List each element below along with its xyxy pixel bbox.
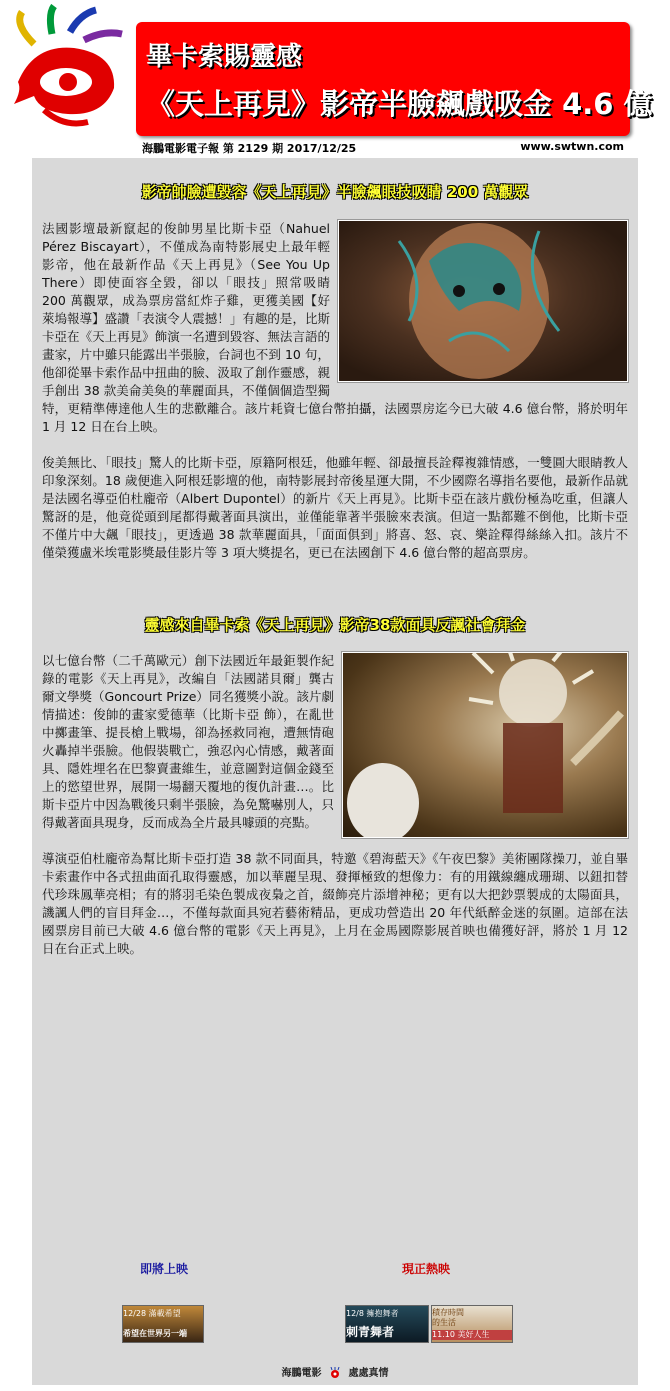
footer-brand: 海鵬電影 bbox=[281, 1368, 322, 1379]
upcoming-movie-poster[interactable] bbox=[122, 1305, 204, 1343]
now-showing-label: 現正熱映 bbox=[402, 1262, 451, 1276]
section-1-body bbox=[42, 220, 628, 562]
poster-3-line-3: 11.10 美好人生 bbox=[432, 1330, 512, 1340]
footer bbox=[0, 1364, 670, 1379]
poster-1-title: 希望在世界另一端 bbox=[123, 1329, 187, 1338]
footer-slogan: 處處真情 bbox=[348, 1368, 389, 1379]
issue-info: 海鵬電影電子報 第 2129 期 2017/12/25 bbox=[142, 142, 357, 155]
logo-mark-icon bbox=[329, 1367, 341, 1379]
section-2-paragraph-2: 導演亞伯杜龐帝為幫比斯卡亞打造 38 款不同面具，特邀《碧海藍天》《午夜巴黎》美術團隊操刀，並自畢卡索畫作中各式扭曲面孔取得靈感，加以華麗呈現、發揮極致的想像力：有的用鐵線纏成珊瑚、以鈕扣替代珍珠鳳華亮相；有的將羽毛染色製成夜梟之首，綴飾亮片添增神秘；更有以大把鈔票製成的太陽面具，譏諷人們的盲目拜金…，不僅每款面具宛若藝術精品，更成功營造出 20 年代紙醉金迷的氛圍。這部在法國票房目前已大破 4.6 億台幣的電影《天上再見》，上月在金馬國際影展首映也備獲好評，將於 1 月 12 日在台正式上映。 bbox=[42, 851, 628, 956]
poster-3-line-2: 的生活 bbox=[432, 1318, 456, 1327]
sun-mask-photo bbox=[342, 652, 628, 838]
section-1-heading: 影帝帥臉遭毀容《天上再見》半臉飆眼技吸睛 200 萬觀眾 bbox=[141, 183, 529, 201]
section-1-paragraph-2: 俊美無比、「眼技」驚人的比斯卡亞，原籍阿根廷，他雖年輕、卻最擅長詮釋複雜情感，一雙圓大眼睛教人印象深刻。18 歲便進入阿根廷影壇的他，南特影展封帝後星運大開，不少國際名導指名要他，最新作品就是法國名導亞伯杜龐帝（Albert Dupontel）的新片《天上再見》。比斯卡亞在該片戲份極為吃重，但讓人驚訝的是，他竟從頭到尾都得戴著面具演出，並僅能靠著半張臉來表演。但這一點都難不倒他，比斯卡亞不僅片中大飆「眼技」，更透過 38 款華麗面具，「面面俱到」將喜、怒、哀、樂詮釋得絲絲入扣。該片不僅榮獲盧米埃電影獎最佳影片等 3 項大獎提名，更已在法國創下 4.6 億台幣的超高票房。 bbox=[42, 455, 628, 560]
now-showing-poster-2[interactable] bbox=[431, 1305, 513, 1343]
title-line-1: 畢卡索賜靈感 bbox=[146, 42, 303, 72]
title-line-2: 《天上再見》影帝半臉飆戲吸金 4.6 億 bbox=[146, 87, 653, 121]
title-banner bbox=[136, 22, 653, 136]
section-2-body bbox=[42, 652, 628, 958]
upcoming-label: 即將上映 bbox=[140, 1262, 189, 1276]
article-panel bbox=[32, 158, 638, 1385]
now-showing-poster-1[interactable] bbox=[345, 1305, 429, 1343]
website-link[interactable]: www.swtwn.com bbox=[520, 140, 624, 153]
logo bbox=[4, 4, 136, 136]
poster-2-title: 刺青舞者 bbox=[346, 1325, 395, 1339]
poster-2-date: 12/8 擁抱舞者 bbox=[346, 1309, 399, 1318]
masked-actor-photo bbox=[338, 220, 628, 382]
section-2-paragraph-1: 以七億台幣（二千萬歐元）創下法國近年最鉅製作紀錄的電影《天上再見》，改編自「法國諾貝爾」龔古爾文學獎（Goncourt Prize）同名獲獎小說。該片劇情描述：俊帥的畫家愛德華（比斯卡亞 飾），在亂世中擲畫筆、提長槍上戰場，卻為拯救同袍，遭無情砲火轟掉半張臉。他假裝戰亡，強忍內心情感，戴著面具、隱姓埋名在巴黎賣畫維生，並意圖對這個金錢至上的慾望世界，展開一場翻天覆地的復仇計畫…。比斯卡亞片中因為戰後只剩半張臉，為免驚嚇別人，只得戴著面具現身，反而成為全片最具噱頭的亮點。 bbox=[42, 653, 334, 830]
section-2-heading: 靈感來自畢卡索《天上再見》影帝38款面具反諷社會拜金 bbox=[144, 616, 526, 634]
poster-3-line-1: 積存時間 bbox=[432, 1308, 464, 1317]
poster-1-date: 12/28 滿載希望 bbox=[123, 1309, 181, 1318]
section-1-paragraph-1: 法國影壇最新竄起的俊帥男星比斯卡亞（Nahuel Pérez Biscayart），不僅成為南特影展史上最年輕影帝，他在最新作品《天上再見》（See You Up There）即使面容全毀，卻以「眼技」照常吸睛 200 萬觀眾，成為票房當紅炸子雞，更獲美國【好萊塢報導】盛讚「表演令人震撼！」有趣的是，比斯卡亞在《天上再見》飾演一名遭到毀容、無法言語的畫家，片中雖只能露出半張臉，台詞也不到 10 句，他卻從畢卡索作品中扭曲的臉、汲取了創作靈感，親手創出 38 款美侖美奐的華麗面具，不僅個個造型獨特，更精準傳達他人生的悲歡離合。該片耗資七億台幣拍攝，法國票房迄今已大破 4.6 億台幣，將於明年 1 月 12 日在台上映。 bbox=[42, 221, 628, 434]
